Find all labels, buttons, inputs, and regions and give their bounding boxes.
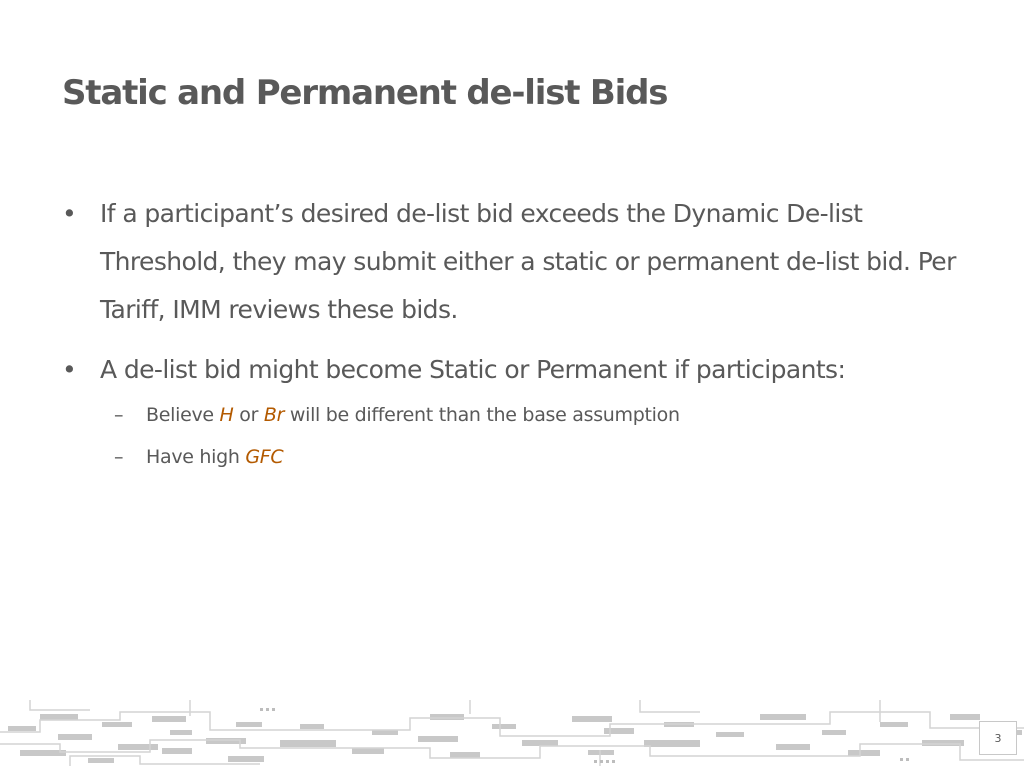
sub-bullet-text: or	[233, 404, 264, 426]
bullet-item	[62, 346, 972, 394]
slide-title: Static and Permanent de-list Bids	[62, 73, 668, 113]
variable-gfc: GFC	[245, 446, 284, 468]
variable-br: Br	[263, 404, 285, 426]
sub-bullet-marker: –	[114, 404, 124, 426]
bullet-marker: •	[62, 199, 77, 228]
sub-bullet-text: will be different than the base assumption	[284, 404, 680, 426]
bullet-text: A de-list bid might become Static or Permanent if participants:	[100, 355, 846, 384]
sub-bullet-item	[62, 394, 972, 436]
variable-h: H	[219, 404, 234, 426]
bullet-text: If a participant’s desired de-list bid exceeds the Dynamic De-list Threshold, they may submit either a static or permanent de-list bid. Per Tariff, IMM reviews these bids.	[100, 199, 956, 324]
bullet-marker: •	[62, 355, 77, 384]
sub-bullet-text: Believe	[146, 404, 220, 426]
sub-bullet-text: Have high	[146, 446, 246, 468]
circuit-board-pattern-icon	[0, 700, 1024, 768]
bullet-item	[62, 190, 972, 334]
slide-content	[62, 190, 972, 478]
sub-bullet-marker: –	[114, 446, 124, 468]
sub-bullet-item	[62, 436, 972, 478]
page-number: 3	[979, 721, 1017, 755]
